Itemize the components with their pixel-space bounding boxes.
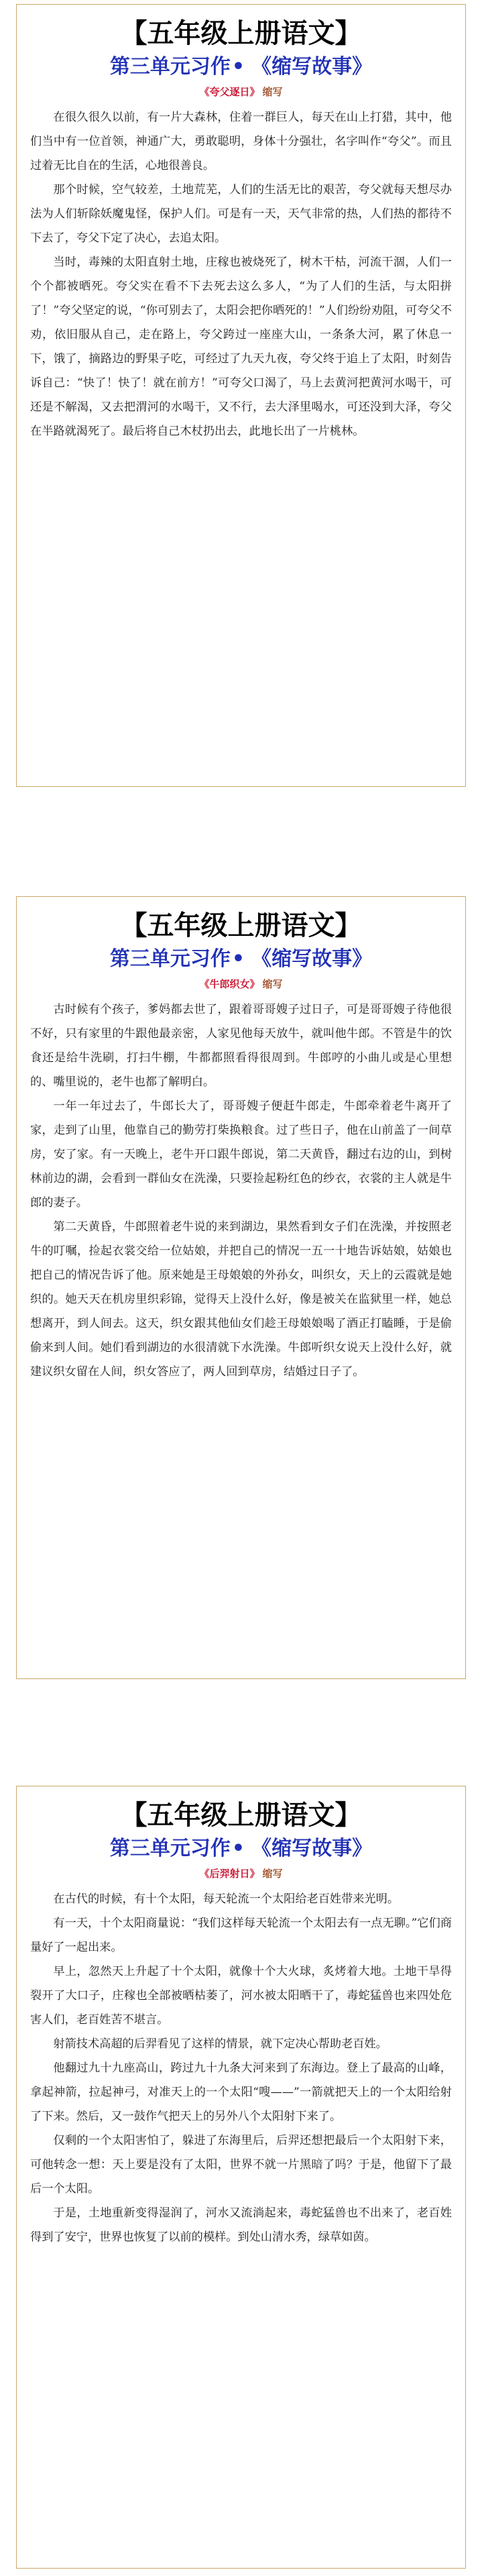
paragraph: 当时，毒辣的太阳直射土地，庄稼也被烧死了，树木干枯，河流干涸，人们一个个都被晒死。夸父实在看不下去死去这么多人，“为了人们的生活，与太阳拼了！”夸父坚定的说，“你可别去了，太阳会把你晒死的！”人们纷纷劝阻，可夸父不劝，依旧服从自己，走在路上，夸父跨过一座座大山，一条条大河，累了休息一下，饿了，摘路边的野果子吃，可经过了九天九夜，夸父终于追上了太阳，时刻告诉自己：“快了！快了！就在前方！”可夸父口渴了，马上去黄河把黄河水喝干，可还是不解渴，又去把渭河的水喝干，又不行，去大泽里喝水，可还没到大泽，夸父在半路就渴死了。最后将自己木杖扔出去，此地长出了一片桃林。 (30, 256, 452, 438)
main-title: 【五年级上册语文】 (120, 1800, 362, 1831)
card-2 (16, 896, 466, 1679)
bullet-separator: • (231, 55, 245, 78)
story-topic: 《牛郎织女》 (199, 978, 260, 990)
paragraph: 射箭技术高超的后羿看见了这样的情景，就下定决心帮助老百姓。 (53, 2037, 387, 2051)
paragraph: 于是，土地重新变得湿润了，河水又流淌起来，毒蛇猛兽也不出来了，老百姓得到了安宁，世界也恢复了以前的模样。到处山清水秀，绿草如茵。 (30, 2206, 452, 2244)
topic-line (30, 83, 452, 101)
card-3 (16, 1786, 466, 2569)
topic-line (30, 1864, 452, 1883)
paragraph: 那个时候，空气较差，土地荒芜，人们的生活无比的艰苦，夸父就每天想尽办法为人们斩除妖魔鬼怪，保护人们。可是有一天，天气非常的热，人们热的都待不下去了，夸父下定了决心，去追太阳。 (30, 183, 452, 245)
unit-title-text: 第三单元习作 (109, 1837, 231, 1860)
paragraph: 仅剩的一个太阳害怕了，躲进了东海里后，后羿还想把最后一个太阳射下来，可他转念一想：天上要是没有了太阳，世界不就一片黑暗了吗？于是，他留下了最后一个太阳。 (30, 2134, 452, 2196)
unit-title-text: 第三单元习作 (109, 55, 231, 78)
main-title: 【五年级上册语文】 (120, 18, 362, 49)
bullet-separator: • (231, 1837, 245, 1860)
story-topic: 《夸父逐日》 (199, 86, 260, 98)
topic-line (30, 975, 452, 994)
main-title: 【五年级上册语文】 (120, 910, 362, 941)
paragraph: 在古代的时候，有十个太阳，每天轮流一个太阳给老百姓带来光明。 (53, 1892, 400, 1906)
paragraph: 有一天，十个太阳商量说：“我们这样每天轮流一个太阳去有一点无聊。”它们商量好了一起出来。 (30, 1917, 452, 1954)
story-topic: 《后羿射日》 (199, 1868, 260, 1880)
unit-title (30, 1835, 452, 1863)
topic-suffix: 缩写 (262, 978, 283, 990)
paragraph: 第二天黄昏，牛郎照着老牛说的来到湖边，果然看到女子们在洗澡，并按照老牛的叮嘱，捡起衣裳交给一位姑娘，并把自己的情况一五一十地告诉姑娘，姑娘也把自己的情况告诉了他。原来她是王母娘娘的外孙女，叫织女，天上的云霞就是她织的。她天天在机房里织彩锦，觉得天上没什么好，像是被关在监狱里一样，她总想离开，到人间去。这天，织女跟其他仙女们趁王母娘娘喝了酒正打瞌睡，于是偷偷来到人间。她们看到湖边的水很清就下水洗澡。牛郎听织女说天上没什么好，就建议织女留在人间，织女答应了，两人回到草房，结婚过日子了。 (30, 1220, 452, 1379)
unit-subtitle: 《缩写故事》 (251, 55, 373, 78)
paragraph: 在很久很久以前，有一片大森林，住着一群巨人，每天在山上打猎，其中，他们当中有一位首领，神通广大，勇敢聪明，身体十分强壮，名字叫作“夸父”。而且过着无比自在的生活，心地很善良。 (30, 111, 452, 172)
paragraph: 古时候有个孩子，爹妈都去世了，跟着哥哥嫂子过日子，可是哥哥嫂子待他很不好，只有家里的牛跟他最亲密，人家见他每天放牛，就叫他牛郎。不管是牛的饮食还是给牛洗刷，打扫牛棚，牛都都照看得很周到。牛郎哼的小曲儿或是心里想的、嘴里说的，老牛也都了解明白。 (30, 1003, 452, 1089)
bullet-separator: • (231, 947, 245, 971)
unit-title-text: 第三单元习作 (109, 947, 231, 971)
unit-title (30, 945, 452, 973)
topic-suffix: 缩写 (262, 1868, 283, 1880)
paragraph: 他翻过九十九座高山，跨过九十九条大河来到了东海边。登上了最高的山峰，拿起神箭，拉起神弓，对准天上的一个太阳“嗖——”一箭就把天上的一个太阳给射了下来。然后，又一鼓作气把天上的另外八个太阳射下来了。 (30, 2061, 452, 2123)
card-1 (16, 4, 466, 787)
topic-suffix: 缩写 (262, 86, 283, 98)
unit-subtitle: 《缩写故事》 (251, 1837, 373, 1860)
unit-subtitle: 《缩写故事》 (251, 947, 373, 971)
paragraph: 一年一年过去了，牛郎长大了，哥哥嫂子便赶牛郎走，牛郎牵着老牛离开了家，走到了山里，他靠自己的勤劳打柴换粮食。过了些日子，他在山前盖了一间草房，安了家。有一天晚上，老牛开口跟牛郎说，第二天黄昏，翻过右边的山，到树林前边的湖，会看到一群仙女在洗澡，只要捡起粉红色的纱衣，衣裳的主人就是牛郎的妻子。 (30, 1099, 452, 1210)
unit-title (30, 53, 452, 81)
paragraph: 早上，忽然天上升起了十个太阳，就像十个大火球，炙烤着大地。土地干旱得裂开了大口子，庄稼也全部被晒枯萎了，河水被太阳晒干了，毒蛇猛兽也来四处危害人们，老百姓苦不堪言。 (30, 1965, 452, 2027)
